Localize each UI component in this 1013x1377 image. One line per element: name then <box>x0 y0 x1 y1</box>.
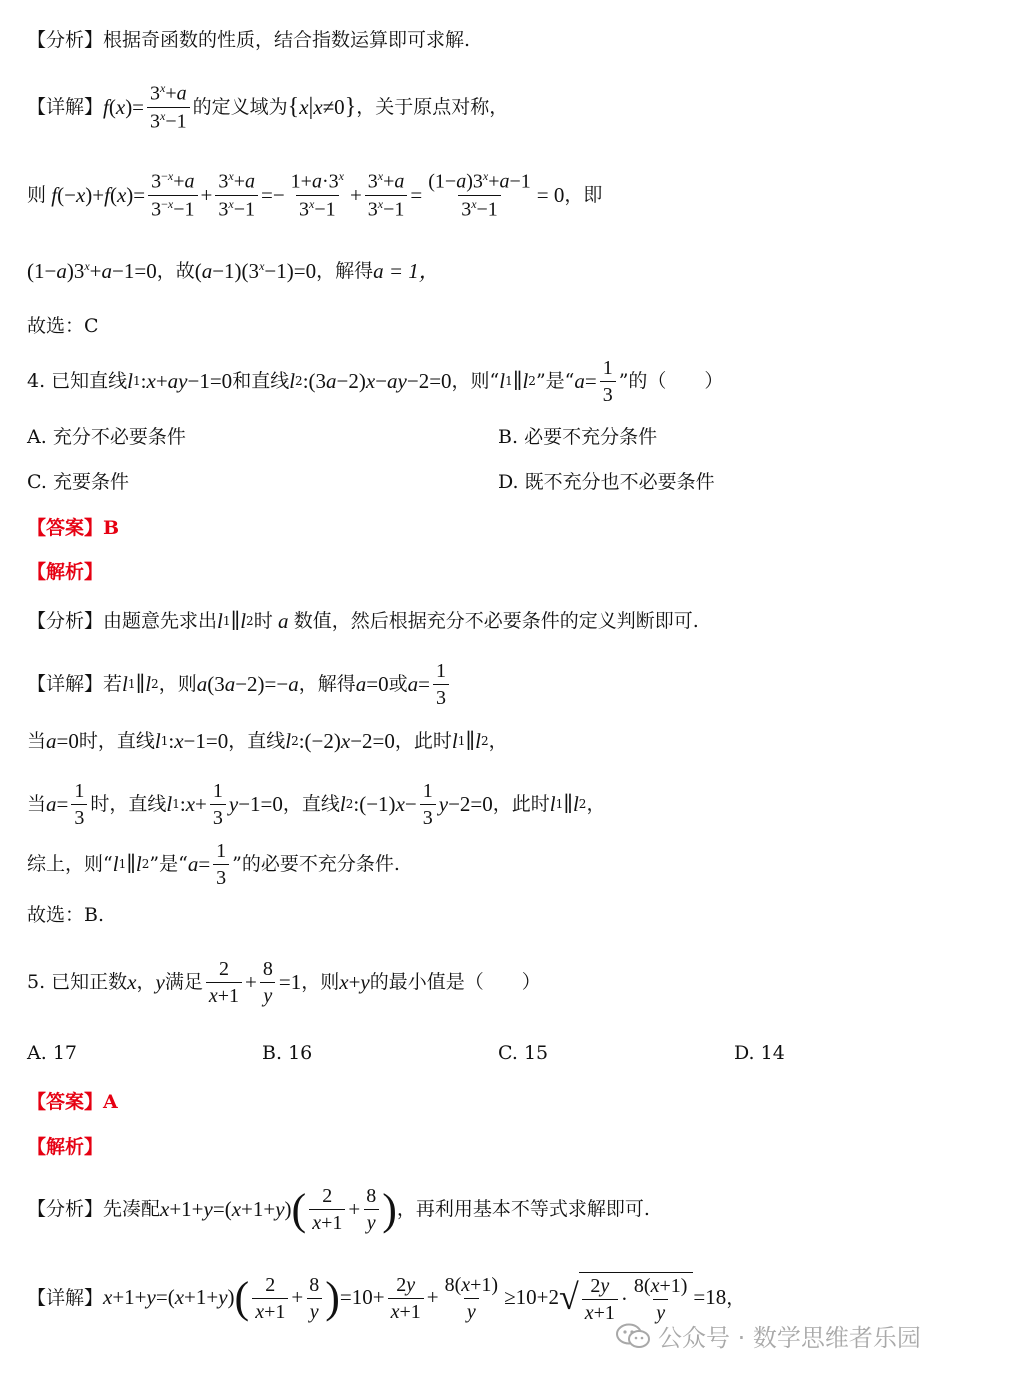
q5-solution-heading: 【解析】 <box>27 1136 104 1158</box>
q3-detail-line1: 【详解】 f ( x )= $\frac{3^x+a}{3^x-1}$ 的定义域为 { x | x ≠0 } ，关于原点对称， <box>27 81 509 133</box>
q5-detail: 【详解】 x +1+ y =( x +1+ y ) ( $\frac{2}{x+1}$ + $\frac{8}{y}$ ) =10+ $\frac{2y}{x+1}$ + $\frac{8(x+1)}{y}$ ≥10+2 √ $\frac{2y}{x+1}$ · $\frac{8(x+1)}{y}$ =18 ， <box>27 1273 746 1324</box>
q4-option-c[interactable]: C. 充要条件 <box>27 471 129 493</box>
q3-detail-line2: 则 f (− x )+ f ( x )= $\frac{3^{-x}+a}{3^{-x}-1}$ + $\frac{3^x+a}{3^x-1}$ =− $\frac{1+a\cdot 3^x}{3^x-1}$ + $\frac{3^x+a}{3^x-1}$ = $\frac{(1-a)3^x+a-1}{3^x-1}$ = 0 ，即 <box>27 169 603 221</box>
q4-analysis: 【分析】由题意先求出 l 1 ∥ l 2 时 a 数值，然后根据充分不必要条件的定义判断即可. <box>27 609 699 633</box>
watermark: 公众号 · 数学思维者乐园 <box>616 1318 921 1353</box>
q4-answer: 【答案】B <box>27 517 120 539</box>
q4-detail-line3: 当 a = $\frac{1}{3}$ 时，直线 l 1 : x + $\frac{1}{3}$ y −1=0 ，直线 l 2 :(−1) x − $\frac{1}{3}$ y −2=0 ，此时 l 1 ∥ l 2 ， <box>27 780 606 829</box>
q5-option-d[interactable]: D. 14 <box>734 1042 785 1064</box>
q4-answer-choice: 故选：B. <box>27 904 105 926</box>
q4-detail-line2: 当 a =0 时，直线 l 1 : x −1=0 ，直线 l 2 :(−2) x −2=0 ，此时 l 1 ∥ l 2 ， <box>27 729 508 753</box>
q4-solution-heading: 【解析】 <box>27 561 104 583</box>
q3-fraction-def: $\frac{3^x+a}{3^x-1}$ <box>147 82 190 132</box>
q5-option-c[interactable]: C. 15 <box>498 1042 549 1064</box>
q4-summary: 综上，则“ l 1 ∥ l 2 ”是“ a = $\frac{1}{3}$ ”的必要不充分条件. <box>27 840 400 889</box>
q4-detail-line1: 【详解】若 l 1 ∥ l 2 ，则 a (3 a −2)=− a ，解得 a =0 或 a = $\frac{1}{3}$ <box>27 660 993 709</box>
q4-option-d[interactable]: D. 既不充分也不必要条件 <box>498 471 715 493</box>
q3-detail-line3: (1− a )$3^x+$ a −1=0 ，故 ( a $-1)(3^x-1)=0$ ，解得 a = 1， <box>27 259 440 283</box>
wechat-icon <box>616 1323 650 1349</box>
q3-analysis: 【分析】根据奇函数的性质，结合指数运算即可求解. <box>27 29 471 51</box>
q4-option-b[interactable]: B. 必要不充分条件 <box>498 426 658 448</box>
q3-answer-choice: 故选：C <box>27 315 99 337</box>
q5-option-a[interactable]: A. 17 <box>27 1042 77 1064</box>
q4-stem: 4. 已知直线 l 1 : x + ay −1=0 和直线 l 2 :(3 a −2) x − ay −2=0 ，则“ l 1 ∥ l 2 ”是“ a = $\frac{1}{3}$ ”的（ ） <box>27 357 724 406</box>
q5-analysis: 【分析】先凑配 x +1+ y =( x +1+ y ) ( $\frac{2}{x+1}$ + $\frac{8}{y}$ ) ，再利用基本不等式求解即可. <box>27 1184 650 1234</box>
q5-stem: 5. 已知正数 x ， y 满足 $\frac{2}{x+1}$ + $\frac{8}{y}$ =1 ，则 x + y 的最小值是（ ） <box>27 958 541 1007</box>
q5-answer: 【答案】A <box>27 1091 118 1113</box>
q4-option-a[interactable]: A. 充分不必要条件 <box>27 426 186 448</box>
q5-option-b[interactable]: B. 16 <box>262 1042 313 1064</box>
